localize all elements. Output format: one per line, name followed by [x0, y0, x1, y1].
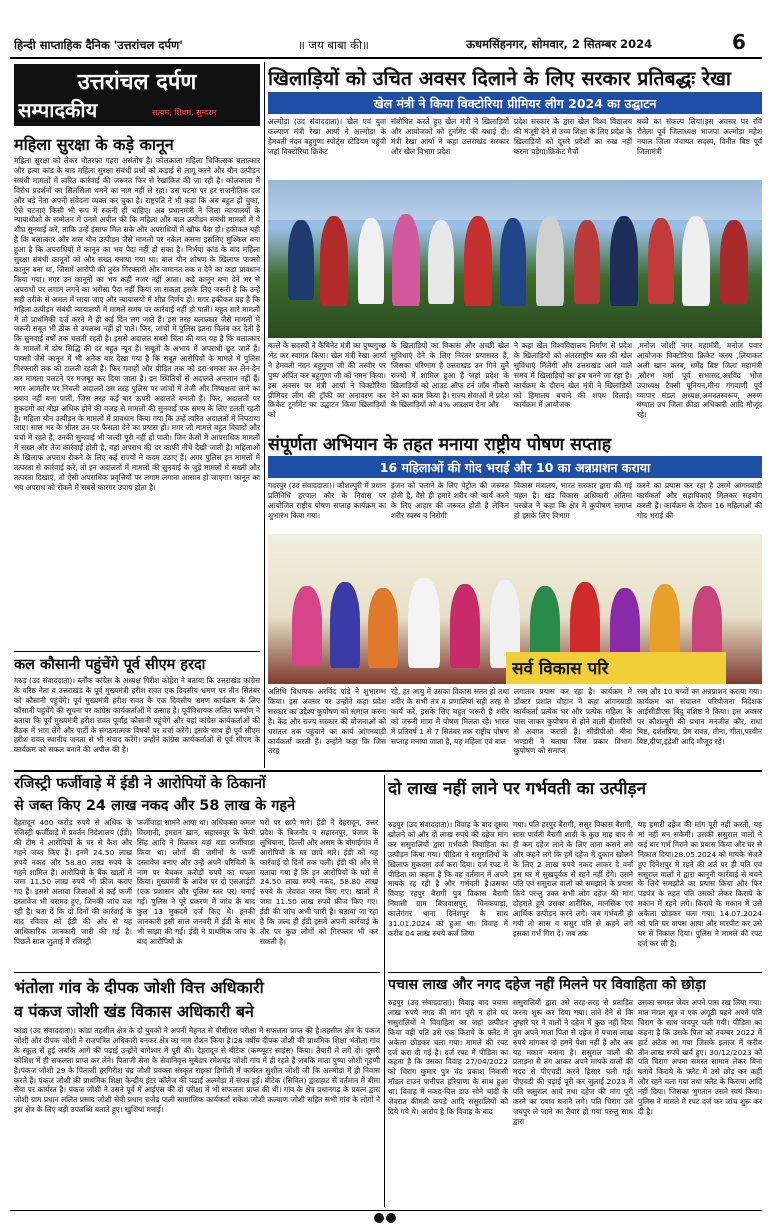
poshan-lower-col-1: अतिथि विधायक अरविंद पांडे ने शुभारम्भ किया। इस अवसर पर उन्होंने कहा प्रदेश सरकार का उद्देश्य कुपोषण को समाप्त करना है। केंद्र और राज्य सरकार की योजनाओं को धरातल तक पहुंचाने का कार्य आंगनबाड़ी कार्यकर्ता करती हैं। उन्होंने कहा कि जिस तरह: [268, 687, 386, 756]
dowry2-top-rule: [388, 972, 762, 973]
lead-subhead-text: खेल मंत्री ने किया विक्टोरिया प्रीमियर लीग 2024 का उद्घाटन: [373, 96, 657, 111]
footer-dot-icon: [386, 1213, 396, 1223]
masthead: [0, 0, 770, 58]
lead-col-2: संबोधित करते हुए खेल मंत्री ने खिलाड़ियों और आयोजकों को टूर्नामेंट की बधाई दी। मंत्री रेखा आर्या ने कहा उत्तराखंड सरकार और खेल विभाग प्रदेश: [391, 117, 509, 156]
vertical-rule-left: [264, 62, 265, 768]
lead-col-1: अल्मोड़ा (उद संवाददाता)। खेल एवं युवा कल्याण मंत्री रेखा आर्या ने अल्मोड़ा के हेमवती नंदन बहुगुणा स्पोर्ट्स स्टेडियम पहुंची जहां विक्टोरिया क्रिकेट: [268, 117, 386, 156]
masthead-date: ऊधमसिंहनगर, सोमवार, 2 सितम्बर 2024: [466, 37, 653, 51]
masthead-rule: [10, 57, 762, 59]
footer-dot-icon: [374, 1213, 384, 1223]
dowry1-headline: दो लाख नहीं लाने पर गर्भवती का उत्पीड़न: [388, 779, 647, 799]
joshi-headline-1: भंतोला गांव के दीपक जोशी वित्त अधिकारी: [14, 978, 264, 997]
lead-lower-col-2: के खिलाड़ियों का विकास और अच्छी खेल सुविधाएं देने के लिए निरंतर प्रयासरत हैं, जिसका परिणाम है उत्तराखंड उन गिने चुने राज्यों में शामिल हुआ है जहां प्रदेश के खिलाड़ियों को आउट ऑफ टर्न जॉब नौकरी देने का काम किया है। राज्य सेवाओं में प्रदेश के खिलाड़ियों को 4% आरक्षण देना और: [391, 341, 509, 410]
lead-lower-col-1: बल्ले के सदस्यों ने कैबिनेट मंत्री का पुष्पगुच्छ भेंट कर स्वागत किया। खेल मंत्री रेखा आर्या ने हेमवती नंदन बहुगुणा जी की तस्वीर पर पुष्प अर्पित कर बहुगुणा जी को नमन किया। इस अवसर पर मंत्री आर्या ने विक्टोरिया प्रीमियर लीग की ट्रॉफी का अनावरण कर क्रिकेट टूर्नामेंट का उद्घाटन किया खिलाड़ियों को: [268, 341, 386, 420]
ed-raid-headline-2: से जब्त किए 24 लाख नकद और 58 लाख के गहने: [14, 798, 296, 814]
dowry2-col-2: ससुरालियों द्वारा उसे तरह-तरह से प्रताड़ित करना शुरू कर दिया गया। ताने देने से कि तुम्हारे घर ने वालों ने दहेज में कुछ नहीं दिया तुम अपने माता पिता से दहेज में पचास लाख रुपये मांगकर दो हमने पेशा नहीं है और अब यह मकान बनाना है। ससुराल वालों की प्रताड़ना से तंग आकर अपने मायके वालों की मदद से पीएचडी करने हिसार चली गई। पीएचडी की पढ़ाई पूरी कर जुलाई 2023 में पति ससुराल आये तथा दहेज की मांग पूरी करने का दबाव बनाने लगे। पति चिराग उसे जयपुर ले जाने का तैयार हो गया परन्तु साथ द्वारा: [513, 998, 633, 1126]
lead-headline: खिलाड़ियों को उचित अवसर दिलाने के लिए सरकार प्रतिबद्धः रेखा: [268, 67, 731, 90]
ed-raid-top-rule: [14, 770, 762, 772]
joshi-body: कांडा (उद संवाददाता)। कांडा तहसील क्षेत्र के दो युवकों ने अपनी मेहनत से पीसीएस परीक्षा में सफलता प्राप्त की है।तहसील क्षेत्र के पंकज जोशी और दीपक जोशी ने राजपत्रित अधिकारी बनकर क्षेत्र का नाम रोशन किया है।28 वर्षीय दीपक जोशी की प्राथमिक शिक्षा भंतोला गांव के स्कूल से हुई जबकि आगे की पढ़ाई उन्होंने बागेश्वर में पूरी की। देहरादून से बीटेक (कम्प्यूटर साइंस) किया। तैयारी में लगे दो। दूसरी कोशिश में ही सफलता प्राप्त कर लेने। पिताजी सेना के सेवानिवृत्त सूबेदार रमेशचंद्र जोशी गांव में ही रहते हैं जबकि माता पुष्पा जोशी गृहणी है।पंकज जोशी 29 के पिताजी हरगिरीश चंद्र जोशी प्रवक्ता संस्कृत राइका डिगोली में कार्यरत सुशील जोशी जी कि अल्मोड़ा में ही निवास करते हैं। पंकज जोशी की प्राथमिक शिक्षा केन्द्रीय इंटर कॉलेज की पढ़ाई अल्मोड़ा में संपन्न हुई। बीटेक (सिविल) द्वाराहाट से वर्तमान में बीमा सेवा पर कार्यरत है। पंकज जोशी ने उसने पूर्व में आईएस की दो परीक्षा में भी सफलता प्राप्त की थी। गांव के क्षेत्र प्रधानगढ़ के प्रयत्न द्वारा जोशी ग्राम प्रधान ललित प्रसाद जोशी सेवी प्रधान राजेंद्र पाली सामाजिक कार्यकर्ता राकेश जोशी कल्याण जोशी सहित सभी गांव के लोगों ने इस क्षेत्र के लिए बड़ी उपलब्धि बताते हुए। खुशियां मनाई।: [14, 1026, 380, 1115]
footer-mark: [370, 1212, 400, 1224]
poshan-subhead: [268, 456, 762, 478]
cm-visit-top-rule: [14, 651, 260, 652]
joshi-top-rule: [14, 972, 380, 973]
editorial-body: महिला सुरक्षा को लेकर चौतरफा गहरा असंतोष है। कोलकाता महिला चिकित्सक बलात्कार और हत्या कांड के बाद महिला सुरक्षा संबंधी प्रश्नों को कड़ाई से लागू करने और यौन उत्पीड़न संबंधी मामलों में त्वरित कार्रवाई की जरूरत फिर से रेखांकित की जा रही है। कोलकाता में विरोध प्रदर्शनों का सिलसिला थमने का नाम नहीं ले रहा। उस घटना पर हर राजनीतिक दल और बड़े नेता अपनी संवेदना व्यक्त कर चुका है। राष्ट्रपति ने भी कहा कि अब बहुत हो चुका, ऐसे घटनाएं किसी भी रूप में रुकनी ही चाहिए। अब प्रधानमंत्री ने जिला न्यायालयों के न्यायाधीशों के सम्मेलन में उनसे अपील की कि महिला और बाल उत्पीड़न संबंधी मामलों में वे शीघ्र सुनवाई करें, ताकि उन्हें इंसाफ मिल सके और अपराधियों में खौफ पैदा हो। हकीकत यही है कि बलात्कार और बाल यौन उत्पीड़न जैसे मामलों पर नकेल कसना इसलिए मुश्किल बना हुआ है कि अपराधियों में कानून का भय पैदा नहीं हो सका है। निर्भया कांड के बाद महिला सुरक्षा संबंधी कानूनों को और सख्त बनाया गया था। बाल यौन शोषण के खिलाफ पाक्सो कानून बना था, जिसमें आरोपी की तुरंत गिरफ्तारी और जमानत तक न देने का कड़ा प्रावधान किया गया। मगर उन कानूनों का भय कहीं नजर नहीं आता। कड़े कानून बना देने भर से अपराधों पर लगाम लगने का भरोसा पैदा नहीं किया जा सकता इसके लिए जरूरी है कि उन्हें सही तरीके से अमल में लाया जाए और न्यायालयों में शीघ्र निर्णय हो। मगर हकीकत यह है कि महिला उत्पीड़न संबंधी न्यायालयों में मामले समय पर कार्रवाई नहीं हो पाती। बहुत सारे मामलों में तो प्राथमिकी दर्ज करने में ही कई दिन लग जाते हैं। इस तरह बलात्कार जैसे मामलों में जरूरी सबूत भी ठीक से उपलब्ध नहीं हो पाते। फिर, जांचों में पुलिस इतना विलंब कर देती है कि सुनवाई वर्षों तक चलती रहती है। इससे अदालत सबसे चिंता की बात यह है कि बलात्कार के मामलों में दोष सिद्धि की दर बहुत न्यून है। सबूतों के अभाव में अपराधी छूट जाते हैं। पाक्सो जैसे कानून में भी अनेक बार देखा गया है कि सबूत आरोपियों के मामले में पुलिस गिरफ्तारी तक को टालती रहती है। फिर गवाहों और पीड़ित तक को डरा-धमका कर लेन-देन कर मामला पलटने पर मजबूर कर दिया जाता है। इन स्थितियों से अदालतें अनजान नहीं हैं। मगर आमतौर पर निचली अदालतें उस तरह पुलिस पर जांचों में तेजी और निष्पक्षता लाने का दबाव नहीं बना पातीं, जिस तरह कई बार ऊपरी अदालतें बनाती हैं। फिर, अदालतों पर मुकदमों का बोझ अधिक होने की वजह से मामलों की सुनवाई एक समय के लिए टलती रहती है। महिला यौन उत्पीड़न के मामलों में प्रावधान किया गया कि उन्हें त्वरित अदालतों में निपटाया जाए। साल भर के भीतर उन पर फैसला देने का प्रयास हो। मगर जो मामले बहुत विवादों और चर्चा में रहते हैं, उनकी सुनवाई भी जल्दी पूरी नहीं हो पाती। जिन केसों में आपराधिक मामलों में सख्त और तेज कार्रवाई होती है, वहां अपराध की दर काफी नीचे देखी जाती है। महिलाओं के खिलाफ अपराध रोकने के लिए कई राज्यों ने कदम उठाए हैं। अगर पुलिस इन मामलों में तत्परता से कार्रवाई करे, तो इन अदालतों में मामलों की सुनवाई के जुड़े मामलों में सख्ती और तत्परता दिखाएं, तो ऐसी अपराधिक प्रवृत्तियों पर लगाम लगाना आसान हो जाएगा। कानून का भय अपराध को रोकने में सबसे कारगर उपाय होता है।: [14, 156, 260, 492]
poshan-lower-col-2: रहे, हर आयु में उसका विकास सतत हो तथा शरीर के सभी तंत्र व प्रणालियां सही तरह से कार्य करें, इसके लिए बहुत जरूरी है शरीर को जरूरी मात्रा में पोषण मिलता रहे। भारत में प्रतिवर्ष 1 से 7 सितंबर तक राष्ट्रीय पोषण सप्ताह मनाया जाता है, यह महिला एवं बाल: [391, 687, 509, 746]
poshan-lower-col-4: रस्म और 10 बच्चों का अन्नप्राशन कराया गया। कार्यक्रम का संचालन परियोजना निदेशक आईसीडीएस बिंदु वशिष्ठ ने किया। इस अवसर पर कौशल्पुरी की प्रधान मनजीत कौर, राधा बिष्ट, दर्शनप्रिया, प्रेम रावत, मीना, गीता,परवीन बिष्ट,दीपा,इंद्रेशी आदि मौजूद रहे।: [637, 687, 762, 746]
masthead-center: ॥ जय बाबा की॥: [298, 38, 369, 52]
poshan-subhead-text: 16 महिलाओं की गोद भराई और 10 का अन्नप्राशन कराया: [379, 460, 651, 475]
cm-visit-body: गरुड़ (उद संवाददाता)। ब्लॉक कांग्रेस के अध्यक्ष गिरीश कोहेरा ने बताया कि उत्तराखंड कांग्रेस के वरिष्ठ नेता व उत्तराखंड के पूर्व मुख्यमंत्री हरीश रावत एक दिवसीय भ्रमण पर तीन सितंबर को कौसानी पहुंचेंगे। पूर्व मुख्यमंत्री हरीश रावत के एक दिवसीय भ्रमण कार्यक्रम के लिए कौसानी पहुंचेंगे की सूचना पर कांग्रेस कार्यकर्ताओं में उत्साह है। पूर्वविधायक ललित फर्स्वाण ने बताया कि पूर्व मुख्यमंत्री हरीश रावत पूर्वाह्न कौसानी पहुंचेंगे और यहां कांग्रेस कार्यकर्ताओं की बैठक में भाग लेंगे और पार्टी के संगठनात्मक विषयों पर चर्चा करेंगे। इसके साथ ही पूर्व सीएम हरीश रावत स्थानीय जनता से भी संवाद करेंगे। उन्होंने कांग्रेस कार्यकर्ताओं से पूर्व सीएम के कार्यक्रम को सफल बनाने की अपील की है।: [14, 676, 260, 755]
joshi-headline-2: व पंकज जोशी खंड विकास अधिकारी बने: [14, 1002, 254, 1021]
editorial-section: सम्पादकीय: [18, 98, 98, 122]
lead-lower-col-4: ,मनोज जोशी नगर महामंत्री, मनोज पवार आयोजक विक्टोरिया क्रिकेट क्लब ,लियाकत अली खान क्लब, धर्मेंद्र बिष्ट जिला महामंत्री ,सौरभ वर्मा पूर्व सभासद,अरविंद भोज उपाध्यक्ष टैक्सी यूनियन,मीना गंगवाणी पूर्व व्यापार मंडल अध्यक्ष,अमनतस्वरूप, अरुण बंग्वाल उप जिला क्रीडा अधिकारी आदि मौजूद रहे।: [637, 341, 762, 420]
poshan-photo: [268, 534, 762, 684]
dowry2-col-3: उसका समस्त जेवर अपने पास रख लिया गया। मात मंगल सूत्र व एक अंगूठी पहने अपने पति चिराग के साथ जयपुर चली गयी। पीड़िता का कहना है कि उसके पिता को नवम्बर 2022 में हार्ट अटैक आ गया जिसके इलाज में करीब तीन लाख रुपये खर्च हुए। 30/12/2023 को पति चिराग अपना समस्त सामान लेकर बिना बताये किराये के फ्लैट में उसे छोड़ कर कहीं और रहने चला गया तथा फ्लैट के किराया आदि नहीं दिया। जिसका भुगतान उसने स्वयं किया। पुलिस ने मामले में रपट दर्ज कर जांच शुरू कर दी है।: [638, 998, 762, 1116]
poshan-lower-col-3: लगातार प्रयास कर रहा है। कार्यक्रम में डॉक्टर प्रशांत चौहान ने कहा आंगनबाड़ी कार्यकर्ता प्रत्येक घर और प्रत्येक महिला के पास जाकर कुपोषण से होने वाली बीमारियों से अवगत कराती हैं। सीडीपीओ बीना भण्डारी ने बताया जिस प्रकार विभाग कुपोषण को समाप्त: [514, 687, 632, 756]
poshan-headline: संपूर्णता अभियान के तहत मनाया राष्ट्रीय पोषण सप्ताह: [268, 435, 612, 455]
ed-raid-col-2: फर्जीवाड़ा सामने आया था। अधिवक्ता कमल विरमानी, इमरान खान, सहारनपुर के केपी सिंह आदि ने मिलकर यहां बड़ा फर्जीवाड़ा किया था। लोगों की जमीनों के फर्जी दस्तावेज बनाए और उन्हें अपने परिचितों के नाम पर बेचकर करोड़ों रुपये का घपला किया। मुख्यमंत्री के आदेश पर दो एसआईटी (एक प्रशासन और पुलिस स्तर पर) बनाई गई। पुलिस ने पूरे प्रकरण में जांच के बाद कुल 13 मुकदमे दर्ज किए थे। इनकी जानकारी इसी साल जनवरी में ईडी के साथ भी साझा की गई। ईडी ने प्राथमिक जांच के बाद आरोपियों के: [137, 818, 255, 946]
lead-subhead: [268, 92, 762, 114]
poshan-photo-sign-text: सर्व विकास परि: [512, 659, 609, 679]
lead-lower-col-3: ने कहा खेल विश्वविद्यालय निर्माण से प्रदेश के खिलाड़ियों को अंतरराष्ट्रीय स्तर की खेल सुविधाएं मिलेंगी और उत्तराखंड आने वाले समय में खिलाड़ियों का हब बनने जा रहा है। कार्यक्रम के दौरान खेल मंत्री ने खिलाड़ियों को हिमालय बचाने की शपथ दिलाई। कार्यक्रम में आयोजक: [514, 341, 632, 410]
paper-name: उत्तरांचल दर्पण: [77, 70, 197, 95]
ed-raid-headline-1: रजिस्ट्री फर्जीवाड़े में ईडी ने आरोपियों के ठिकानों: [14, 776, 266, 792]
poshan-col-4: करने का प्रयास कर रहा है उसमें आंगनबाड़ी कार्यकर्ता और सहायिकाएं मिलकर सहयोग करती हैं। कार्यक्रम के दौरान 16 महिलाओं की गोद भराई की: [637, 481, 762, 520]
poshan-photo-sign: [506, 652, 726, 684]
lead-photo: [268, 180, 762, 338]
dowry2-col-1: रुद्रपुर (उद संवाददाता)। विवाह बाद पचास लाख रुपये नगद की मांग पूरी न होने पर ससुरालियों ने विवाहिता का जहां उत्पीड़न किया वहीं पति उसे एक किराये के फ्लैट में अकेला छोड़कर चला गया। मामले की रपट दर्ज करा दी गई है। दर्ज रपट में पीड़िता का कहना है कि उसका विवाह 27/04/2022 को चिराग कुमार पुत्र चंद्र प्रकाश निवासी मॉडल टाउन पानीपत हरियाणा के साथ हुआ था। विवाह में नकद-पित्त डाउ सोने चांदी के जेवरात कीमती कपड़े आदि ससुरालियों को दिये गये थे। आरोप है कि विवाह के बाद: [388, 998, 508, 1116]
editorial-motto: सत्यम, शिवम, सुन्दरम: [152, 108, 217, 117]
editorial-logo-box: [14, 64, 260, 126]
footer-rule: [10, 1210, 762, 1211]
cm-visit-headline: कल कौसानी पहुंचेंगे पूर्व सीएम हरदा: [14, 657, 206, 673]
vertical-rule-middle: [384, 775, 385, 1207]
dowry1-col-3: यह हमारी दहेज की मांग पूरी नहीं करती, यह मां नहीं बन सकेगी। उसकी ससुराल वालों ने कई बार गर्भ गिराने का प्रयास किया और घर से निकाल दिया।28.05.2024 को मायके भेजते हुए दिनेशपुर में रहने की शर्त पर ही पति एवं ससुराल वालों ने द्वारा कानूनी कार्रवाई से बचने के लिये समझौते का प्रयास किया और फिर पड़पंत्र के तहत पति उसको लेकर किराये के मकान में रहने लगे। किराये के मकान में उसे अकेला छोड़कर चला गया। 14.07.2024 को पति घर वापस आया और मारपीट कर उसे घर से निकाल दिया। पुलिस ने मामले की रपट दर्ज कर ली है।: [638, 820, 762, 948]
dowry1-col-2: गया। पति हरपुर बैरागी, ससुर विकास बैरागी, सास पार्वती बैरागी शादी के कुछ माह बाद से ही कम दहेज लाने के लिए ताना कसने लगे और कहने लगे कि हमें दहेज में दुकान खोलने के लिए 2 लाख रुपये नकद लाकर दे वर्ना इस घर में सुखपूर्वक से रहने नहीं देंगे। उसने पति एवं ससुराल वालों को समझाने के प्रयास किये परन्तु उक्त सभी लोग दहेज की मांग दोहराते हुये उसका शारीरिक, मानसिक एवं आर्थिक उत्पीड़न करने लगे। जब गर्भवती हो गयी तो सास व ससुर पति से कहने लगे इसका गर्भ गिरा दें। जब तक: [513, 820, 633, 938]
page-number: 6: [732, 30, 746, 54]
dowry1-col-1: रुद्रपुर (उद संवाददाता)। विवाह के बाद दूसरा खोलने को और दो लाख रुपये की दहेज मांग कर ससुरालियों द्वारा गर्भवती विवाहिता का उत्पीड़न किया गया। पीड़िता ने ससुरालियों के खिलाफ मुकदमा दर्ज करा दिया। दर्ज रपट में पीड़िता का कहना है कि वह वर्तमान में अपने मायके रह रही है और गर्भवती है।उसका विवाह रहपुर बैरागी पुत्र विकास बैरागी निवासी ग्राम बिजवासपुर, चिनकपाड़ा, कालेगंगर थाना दिनेशपुर के साथ 31.01.2024 को हुआ था। विवाह में करीब 04 लाख रुपये कर्ज लिया: [388, 820, 508, 938]
lead-col-3: प्रदेश सरकार के द्वारा खेल विश्व विद्यालय की मंजूरी देने से उच्च शिक्षा के लिए प्रदेश के खिलाड़ियों को दूसरे प्रदेशों का रुख नहीं करना पड़ेगा।क्रिकेट मैचों: [514, 117, 632, 156]
masthead-left: हिन्दी साप्ताहिक दैनिक 'उत्तरांचल दर्पण': [14, 38, 183, 52]
poshan-col-1: गदरपुर (उद संवाददाता)। कौशल्पुरी में प्रधान प्रतिनिधि हरपाल कौर के निवास पर आयोजित राष्ट्रीय पोषण सप्ताह कार्यक्रम का शुभारंभ किया गया।: [268, 481, 386, 520]
lead-col-4: बच्चे का संकल्प लिया।इस अवसर पर रवि रौतेला पूर्व जिलाध्यक्ष भाजपा अल्मोड़ा महेश नयाल जिला पंचायत सदस्य, विनीत बिष्ट पूर्व जिलामंत्री: [637, 117, 762, 156]
editorial-headline: महिला सुरक्षा के कड़े कानून: [14, 135, 174, 154]
ed-raid-col-3: घरों पर छापे मारे। ईडी ने देहरादून, उत्तर प्रदेश के बिजनौर व सहारनपुर, पंजाब के लुधियाना, दिल्ली और असम के बोंगाईगांव में आरोपियों के घर छापे मारे। ईडी को यह कार्रवाई दो दिनों तक चली। ईडी की ओर से बताया गया है कि इन आरोपियों के घरों से 24.50 लाख रुपये नकद, 58.80 लाख रुपये के जेवरात जब्त किए गए। खातों में जमा 11.50 लाख रुपये फ्रीज किए गए। ईडी की जांच अभी जारी है। बताया जा रहा है कि जल्द ही ईडी इसमें अपनी कार्रवाई के तौर पर कुछ लोगों को गिरफ्तार भी कर सकती है।: [260, 818, 378, 946]
dowry2-headline: पचास लाख और नगद दहेज नहीं मिलने पर विवाहिता को छोड़ा: [388, 977, 706, 993]
ed-raid-col-1: देहरादून 400 करोड़ रुपये से अधिक के रजिस्ट्री फर्जीवाड़े में प्रवर्तन निदेशालय (ईडी) की टीम ने आरोपियों के घर से कैश और गहने जब्त किए हैं। इनमें 24.50 लाख रुपये नकद और 58.80 लाख रुपये के गहने शामिल हैं। आरोपियों के बैंक खातों में जमा 11.50 लाख रुपये भी फ्रीज कराए गए हैं। इससे अलावा जिलाओं से कई फर्जी दस्तावेज भी बरामद हुए, जिनकी जांच चल रही है। बता दें कि दो दिनों की कार्रवाई के बाद रविवार को ईडी की ओर से यह आधिकारिक जानकारी जारी की गई है। पिछले साल जुलाई में रजिस्ट्री: [14, 818, 132, 946]
poshan-col-2: इंजन को चलाने के लिए पेट्रोल की जरूरत होती है, वैसे ही हमारे शरीर को कार्य करने के लिए आहार की जरूरत होती है लेकिन शरीर स्वस्थ व निरोगी: [391, 481, 509, 520]
poshan-col-3: विकास मंत्रालय, भारत सरकार द्वारा की गई पहल है। खंड विकास अधिकारी अंतिमा परखेज ने कहा कि क्षेत्र में कुपोषण समाप्त हो इसके लिए विभाग: [514, 481, 632, 520]
